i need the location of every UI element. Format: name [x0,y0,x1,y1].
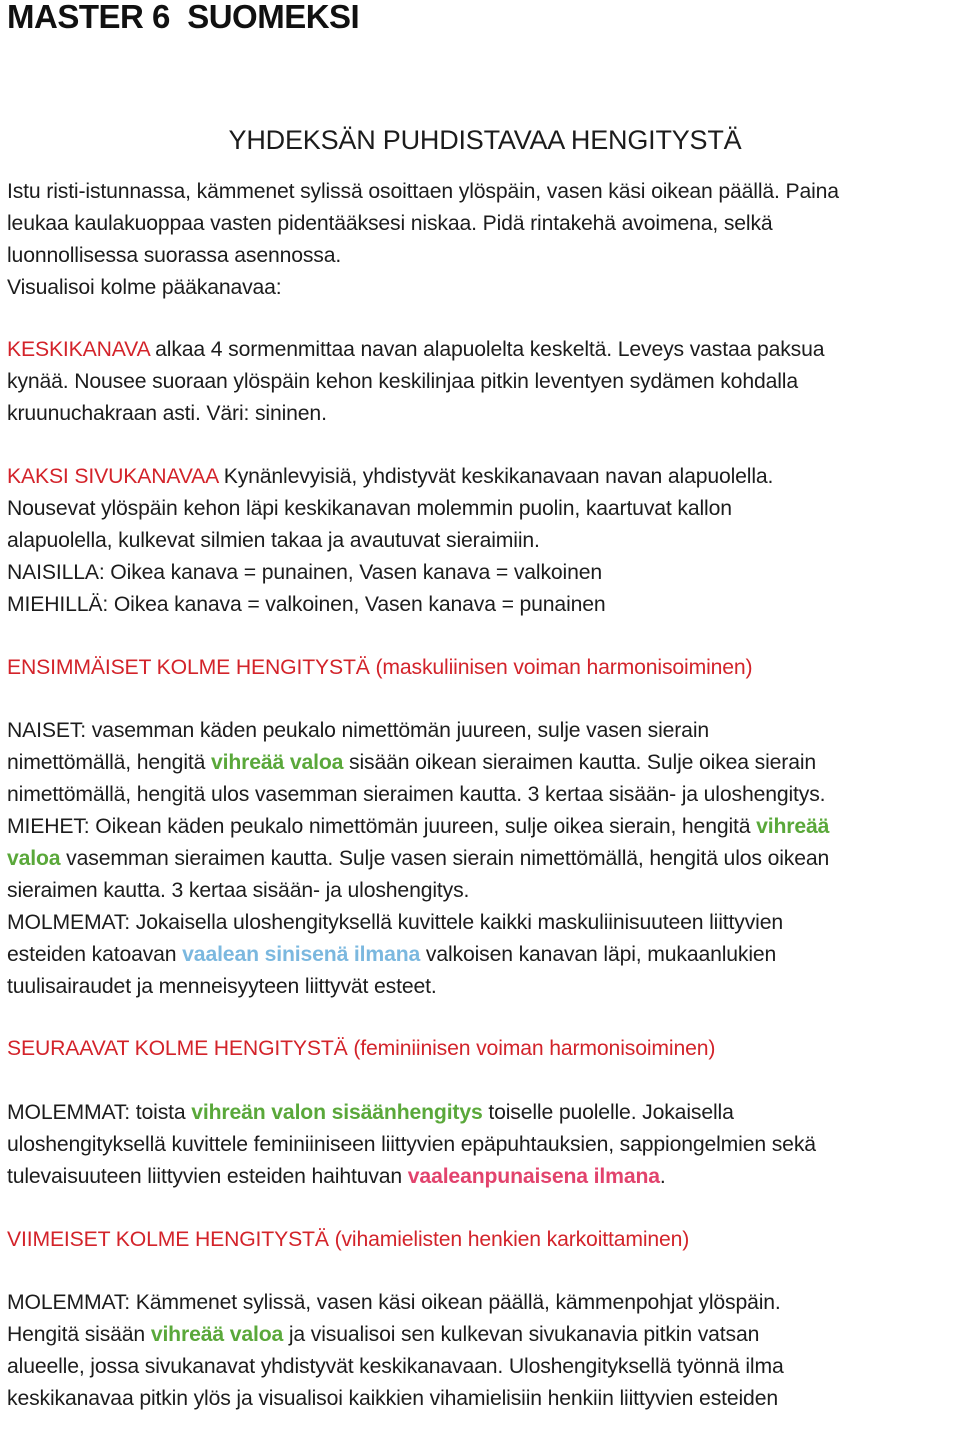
text-line [7,493,732,525]
text-line [7,240,341,272]
highlighted-text-green: vihreää [756,815,830,838]
text-line [7,971,437,1003]
text-line [7,208,773,240]
highlighted-text-green: vihreää valoa [150,1323,284,1346]
text-line [7,1161,666,1193]
text-line [7,652,752,684]
text-segment: keskikanavaa pitkin ylös ja visualisoi kaikkien vihamielisiin henkiin liittyvien esteiden [7,1387,778,1410]
document-title: YHDEKSÄN PUHDISTAVAA HENGITYSTÄ [228,125,742,155]
text-segment: esteiden katoavan [7,943,183,966]
text-line [7,366,798,398]
text-segment: kynää. Nousee suoraan ylöspäin kehon keskilinjaa pitkin leventyen sydämen kohdalla [7,370,798,393]
text-segment: ja visualisoi sen kulkevan sivukanavia pitkin vatsan [283,1323,760,1346]
text-segment: kruunuchakraan asti. Väri: sininen. [7,402,327,425]
text-line [7,272,282,304]
text-line [7,843,829,875]
text-line [7,1383,778,1415]
text-line [7,557,602,589]
text-line [7,1129,816,1161]
text-line [7,461,773,493]
text-segment: sieraimen kautta. 3 kertaa sisään- ja uloshengitys. [7,879,470,902]
text-segment: tulevaisuuteen liittyvien esteiden haihtuvan [7,1165,408,1188]
text-line [7,875,469,907]
text-segment: uloshengityksellä kuvittele feminiiniseen liittyvien epäpuhtauksien, sappiongelmien sekä [7,1133,816,1156]
text-line [7,907,783,939]
text-segment: sisään oikean sieraimen kautta. Sulje oikea sierain [343,751,817,774]
text-segment: nimettömällä, hengitä [7,751,211,774]
text-segment: . [659,1165,666,1188]
text-line [7,715,709,747]
text-line [7,525,540,557]
highlighted-text-green: valoa [7,847,61,870]
text-segment: alapuolella, kulkevat silmien takaa ja avautuvat sieraimiin. [7,529,540,552]
text-segment: leukaa kaulakuoppaa vasten pidentääksesi niskaa. Pidä rintakehä avoimena, selkä [7,212,773,235]
text-line [7,1319,759,1351]
highlighted-text-blue: vaalean sinisenä ilmana [182,943,421,966]
text-line [7,176,839,208]
highlighted-text-red: VIIMEISET KOLME HENGITYSTÄ (vihamielisten henkien karkoittaminen) [7,1228,690,1251]
text-segment: Visualisoi kolme pääkanavaa: [7,276,282,299]
text-line [7,811,829,843]
text-segment: toiselle puolelle. Jokaisella [482,1101,734,1124]
text-line [7,779,825,811]
highlighted-text-green: vihreän valon sisäänhengitys [191,1101,483,1124]
text-segment: NAISET: vasemman käden peukalo nimettömän juureen, sulje vasen sierain [7,719,710,742]
highlighted-text-red: KAKSI SIVUKANAVAA [7,465,218,488]
highlighted-text-pink: vaaleanpunaisena ilmana [407,1165,660,1188]
text-line [7,1287,781,1319]
text-segment: MIEHILLÄ: Oikea kanava = valkoinen, Vasen kanava = punainen [7,593,606,616]
text-segment: MOLMEMAT: Jokaisella uloshengityksellä kuvittele kaikki maskuliinisuuteen liittyvien [7,911,783,934]
text-segment: nimettömällä, hengitä ulos vasemman sieraimen kautta. 3 kertaa sisään- ja uloshengitys. [7,783,826,806]
text-line [7,1224,689,1256]
text-line [7,334,824,366]
text-line [7,1351,784,1383]
text-segment: tuulisairaudet ja menneisyyteen liittyvät esteet. [7,975,437,998]
text-segment: luonnollisessa suorassa asennossa. [7,244,342,267]
highlighted-text-green: vihreää valoa [210,751,344,774]
highlighted-text-red: ENSIMMÄISET KOLME HENGITYSTÄ (maskuliinisen voiman harmonisoiminen) [7,656,753,679]
text-line [7,1033,715,1065]
text-segment: MOLEMMAT: toista [7,1101,192,1124]
text-line [7,589,606,621]
text-segment: MIEHET: Oikean käden peukalo nimettömän juureen, sulje oikea sierain, hengitä [7,815,757,838]
text-segment: NAISILLA: Oikea kanava = punainen, Vasen kanava = valkoinen [7,561,603,584]
text-line [7,398,327,430]
text-segment: alkaa 4 sormenmittaa navan alapuolelta keskeltä. Leveys vastaa paksua [149,338,825,361]
text-segment: Hengitä sisään [7,1323,151,1346]
text-line [7,1097,734,1129]
text-segment: alueelle, jossa sivukanavat yhdistyvät keskikanavaan. Uloshengityksellä työnnä ilma [7,1355,784,1378]
highlighted-text-red: KESKIKANAVA [7,338,150,361]
text-segment: valkoisen kanavan läpi, mukaanlukien [420,943,777,966]
highlighted-text-red: SEURAAVAT KOLME HENGITYSTÄ (feminiinisen voiman harmonisoiminen) [7,1037,716,1060]
text-segment: Kynänlevyisiä, yhdistyvät keskikanavaan navan alapuolella. [217,465,774,488]
page-header: MASTER 6 SUOMEKSI [7,0,360,35]
text-segment: Istu risti-istunnassa, kämmenet sylissä osoittaen ylöspäin, vasen käsi oikean päällä. Paina [7,180,839,203]
text-line [7,747,816,779]
text-segment: vasemman sieraimen kautta. Sulje vasen sierain nimettömällä, hengitä ulos oikean [60,847,830,870]
text-segment: MOLEMMAT: Kämmenet sylissä, vasen käsi oikean päällä, kämmenpohjat ylöspäin. [7,1291,781,1314]
text-segment: Nousevat ylöspäin kehon läpi keskikanavan molemmin puolin, kaartuvat kallon [7,497,732,520]
text-line [7,939,776,971]
